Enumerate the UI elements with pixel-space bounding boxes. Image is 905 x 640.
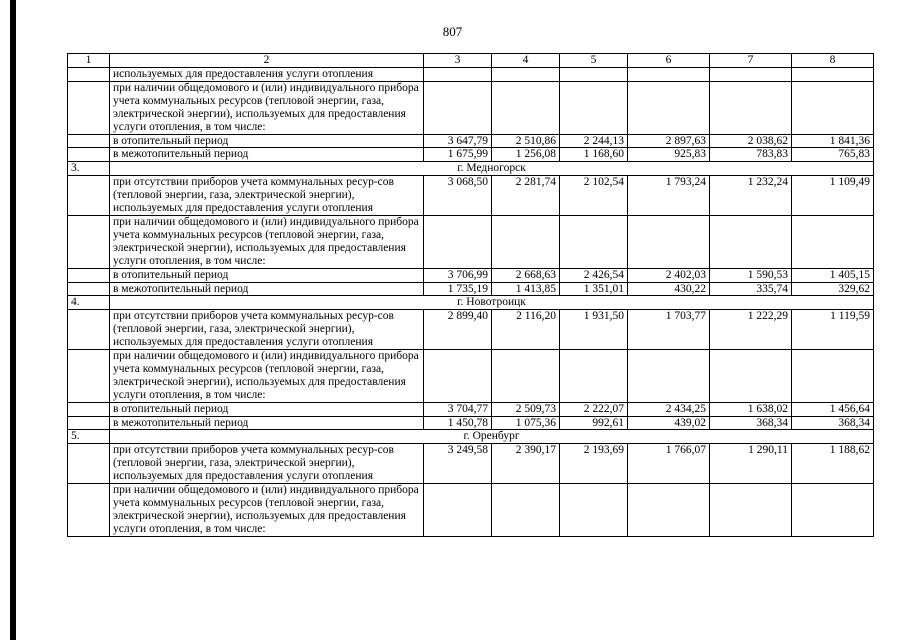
row-description: при отсутствии приборов учета коммунальных ресур-сов (тепловой энергии, газа, электрической энергии), используемых для предоставления услуги отопления [110, 444, 424, 484]
row-description: при отсутствии приборов учета коммунальных ресур-сов (тепловой энергии, газа, электрической энергии), используемых для предоставления услуги отопления [110, 310, 424, 350]
tariff-value [628, 484, 710, 537]
row-index [68, 402, 110, 416]
tariff-value [424, 81, 492, 134]
tariff-value: 2 402,03 [628, 268, 710, 282]
tariff-value [492, 68, 560, 82]
table-row [68, 81, 874, 134]
table-row [68, 416, 874, 430]
tariff-value: 765,83 [792, 148, 874, 162]
row-index [68, 282, 110, 296]
tariff-value: 2 434,25 [628, 402, 710, 416]
tariff-value [424, 215, 492, 268]
tariff-value: 1 450,78 [424, 416, 492, 430]
tariff-value [628, 350, 710, 403]
tariff-value: 1 119,59 [792, 310, 874, 350]
tariff-value: 329,62 [792, 282, 874, 296]
tariff-value [560, 81, 628, 134]
column-header: 1 [68, 54, 110, 68]
tariff-value: 2 899,40 [424, 310, 492, 350]
tariff-value: 368,34 [710, 416, 792, 430]
tariff-value: 368,34 [792, 416, 874, 430]
row-index [68, 444, 110, 484]
page-edge-bar [10, 0, 16, 640]
city-name: г. Новотроицк [110, 296, 874, 310]
tariff-value: 1 456,64 [792, 402, 874, 416]
tariff-value: 3 249,58 [424, 444, 492, 484]
tariff-value: 783,83 [710, 148, 792, 162]
tariff-value [424, 484, 492, 537]
column-header: 3 [424, 54, 492, 68]
city-heading-row [68, 296, 874, 310]
tariff-value: 992,61 [560, 416, 628, 430]
tariff-value: 439,02 [628, 416, 710, 430]
tariff-value: 1 168,60 [560, 148, 628, 162]
tariff-value [792, 68, 874, 82]
header-row [68, 54, 874, 68]
tariff-value [560, 68, 628, 82]
tariff-value: 2 193,69 [560, 444, 628, 484]
tariff-value: 1 735,19 [424, 282, 492, 296]
tariff-value: 1 638,02 [710, 402, 792, 416]
tariff-value: 1 766,07 [628, 444, 710, 484]
tariff-value [628, 68, 710, 82]
tariff-value [710, 350, 792, 403]
tariff-value: 1 590,53 [710, 268, 792, 282]
tariff-value: 1 351,01 [560, 282, 628, 296]
row-description: при наличии общедомового и (или) индивидуального прибора учета коммунальных ресурсов (тепловой энергии, газа, электрической энергии), используемых для предоставления услуги отопления, в том числе: [110, 215, 424, 268]
row-description: в межотопительный период [110, 282, 424, 296]
row-index [68, 81, 110, 134]
table-row [68, 310, 874, 350]
table-row [68, 444, 874, 484]
page-number: 807 [442, 24, 463, 39]
tariff-value [560, 484, 628, 537]
row-description: в отопительный период [110, 134, 424, 148]
row-description: в отопительный период [110, 268, 424, 282]
tariff-value: 1 222,29 [710, 310, 792, 350]
table-row [68, 176, 874, 216]
tariff-value: 1 703,77 [628, 310, 710, 350]
row-description: при наличии общедомового и (или) индивидуального прибора учета коммунальных ресурсов (тепловой энергии, газа, электрической энергии), используемых для предоставления услуги отопления, в том числе: [110, 484, 424, 537]
tariff-value [710, 215, 792, 268]
column-header: 7 [710, 54, 792, 68]
tariff-value [710, 484, 792, 537]
tariff-value: 2 038,62 [710, 134, 792, 148]
row-description: в межотопительный период [110, 148, 424, 162]
row-description: в межотопительный период [110, 416, 424, 430]
tariff-value: 3 647,79 [424, 134, 492, 148]
tariff-value [424, 350, 492, 403]
tariff-value: 2 897,63 [628, 134, 710, 148]
row-index [68, 134, 110, 148]
table-row [68, 484, 874, 537]
tariff-value: 2 390,17 [492, 444, 560, 484]
tariff-value: 3 706,99 [424, 268, 492, 282]
tariff-value: 3 704,77 [424, 402, 492, 416]
tariff-value: 2 244,13 [560, 134, 628, 148]
tariff-value [792, 215, 874, 268]
table-row [68, 215, 874, 268]
row-description: при наличии общедомового и (или) индивидуального прибора учета коммунальных ресурсов (тепловой энергии, газа, электрической энергии), используемых для предоставления услуги отопления, в том числе: [110, 350, 424, 403]
tariff-value: 2 426,54 [560, 268, 628, 282]
table-row [68, 68, 874, 82]
city-heading-row [68, 430, 874, 444]
tariff-value: 2 510,86 [492, 134, 560, 148]
tariff-value: 1 793,24 [628, 176, 710, 216]
tariff-value [710, 81, 792, 134]
column-header: 2 [110, 54, 424, 68]
tariff-value: 1 109,49 [792, 176, 874, 216]
tariff-value [628, 81, 710, 134]
tariff-value: 2 509,73 [492, 402, 560, 416]
tariff-value: 335,74 [710, 282, 792, 296]
table-row [68, 134, 874, 148]
tariff-value: 2 102,54 [560, 176, 628, 216]
tariff-value: 1 188,62 [792, 444, 874, 484]
tariff-value: 1 405,15 [792, 268, 874, 282]
tariff-value: 1 232,24 [710, 176, 792, 216]
city-heading-row [68, 162, 874, 176]
tariff-value: 2 668,63 [492, 268, 560, 282]
row-description: в отопительный период [110, 402, 424, 416]
row-index [68, 68, 110, 82]
table-row [68, 282, 874, 296]
tariff-value: 1 075,36 [492, 416, 560, 430]
tariff-value [492, 81, 560, 134]
tariff-table [67, 53, 874, 537]
tariff-value: 925,83 [628, 148, 710, 162]
tariff-value [424, 68, 492, 82]
row-index [68, 416, 110, 430]
tariff-value [792, 484, 874, 537]
tariff-value: 2 281,74 [492, 176, 560, 216]
row-description: используемых для предоставления услуги отопления [110, 68, 424, 82]
table-row [68, 268, 874, 282]
row-description: при отсутствии приборов учета коммунальных ресур-сов (тепловой энергии, газа, электрической энергии), используемых для предоставления услуги отопления [110, 176, 424, 216]
row-index: 4. [68, 296, 110, 310]
city-name: г. Оренбург [110, 430, 874, 444]
tariff-value [492, 350, 560, 403]
tariff-value [560, 215, 628, 268]
row-index [68, 268, 110, 282]
column-header: 4 [492, 54, 560, 68]
tariff-value [710, 68, 792, 82]
column-header: 8 [792, 54, 874, 68]
row-description: при наличии общедомового и (или) индивидуального прибора учета коммунальных ресурсов (тепловой энергии, газа, электрической энергии), используемых для предоставления услуги отопления, в том числе: [110, 81, 424, 134]
row-index [68, 148, 110, 162]
row-index: 3. [68, 162, 110, 176]
row-index: 5. [68, 430, 110, 444]
tariff-value [560, 350, 628, 403]
tariff-value: 1 841,36 [792, 134, 874, 148]
row-index [68, 215, 110, 268]
tariff-value: 2 116,20 [492, 310, 560, 350]
row-index [68, 484, 110, 537]
column-header: 6 [628, 54, 710, 68]
tariff-value: 1 256,08 [492, 148, 560, 162]
tariff-value: 2 222,07 [560, 402, 628, 416]
table-row [68, 402, 874, 416]
tariff-value: 1 413,85 [492, 282, 560, 296]
row-index [68, 310, 110, 350]
tariff-value [492, 484, 560, 537]
tariff-value [628, 215, 710, 268]
row-index [68, 350, 110, 403]
tariff-value: 1 675,99 [424, 148, 492, 162]
tariff-value: 1 290,11 [710, 444, 792, 484]
tariff-value: 3 068,50 [424, 176, 492, 216]
tariff-value: 1 931,50 [560, 310, 628, 350]
tariff-value [792, 350, 874, 403]
tariff-value [492, 215, 560, 268]
table-row [68, 148, 874, 162]
tariff-value [792, 81, 874, 134]
row-index [68, 176, 110, 216]
table-row [68, 350, 874, 403]
column-header: 5 [560, 54, 628, 68]
tariff-value: 430,22 [628, 282, 710, 296]
city-name: г. Медногорск [110, 162, 874, 176]
